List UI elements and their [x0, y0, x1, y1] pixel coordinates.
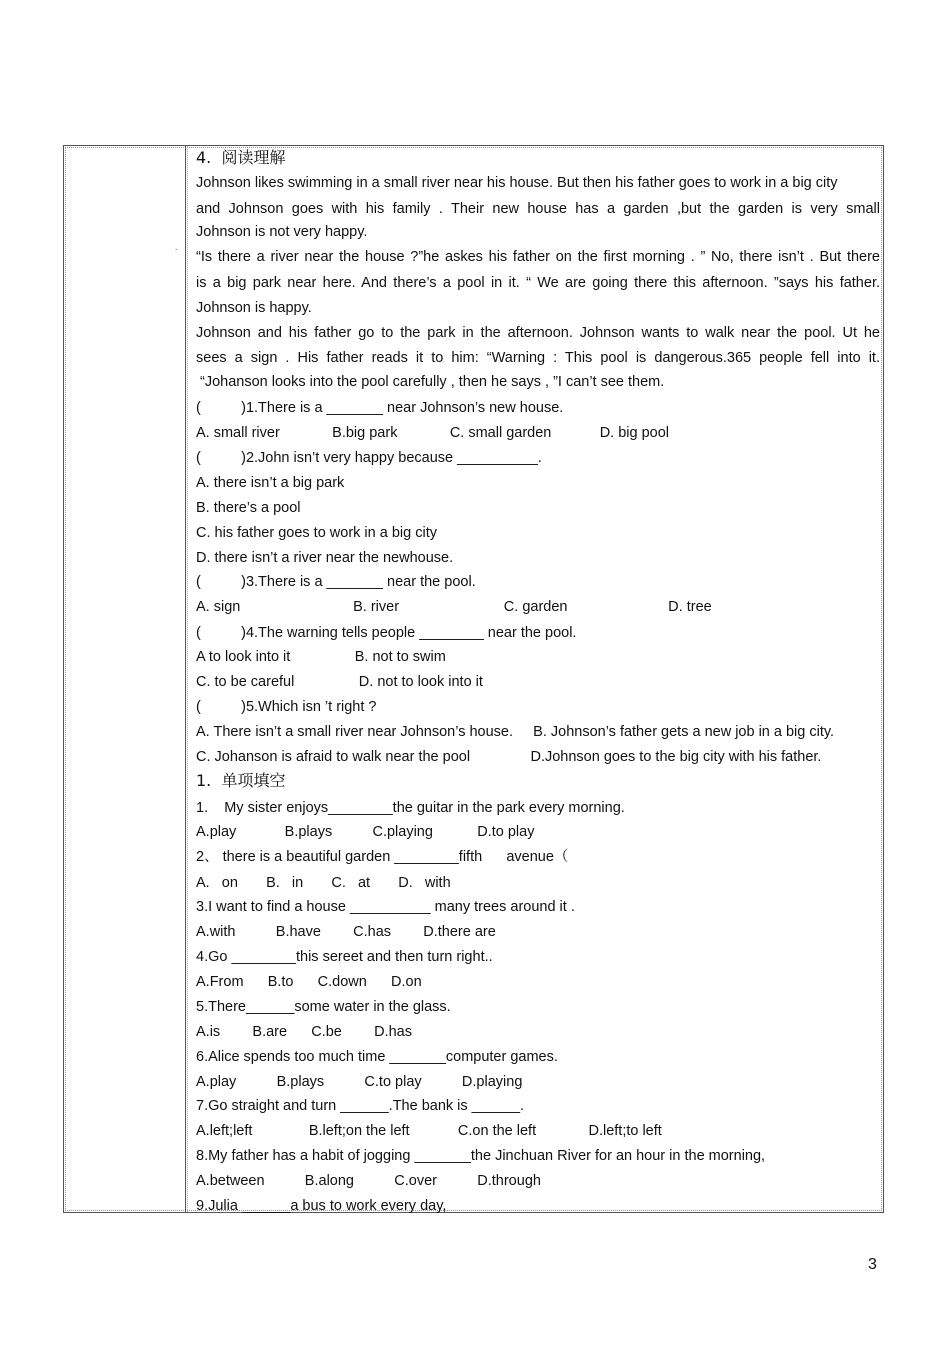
passage-line: sees a sign . His father reads it to him: “Warning : This pool is dangerous.365 people fell into it. — [196, 350, 880, 366]
question-line: D. there isn’t a river near the newhouse. — [196, 550, 454, 566]
passage-line: and Johnson goes with his family . Their new house has a garden ,but the garden is very small — [196, 201, 880, 217]
margin-mark: - — [175, 244, 178, 254]
fill-heading: 1. 单项填空 — [196, 771, 286, 790]
fill-line: 4.Go ________this sereet and then turn right.. — [196, 949, 493, 965]
question-line: C. to be careful D. not to look into it — [196, 674, 483, 690]
fill-line: A.with B.have C.has D.there are — [196, 924, 496, 940]
question-line: A. small river B.big park C. small garden D. big pool — [196, 425, 670, 441]
page-number: 3 — [868, 1256, 877, 1273]
passage-line: is a big park near here. And there’s a pool in it. “ We are going there this afternoon. ”says his father. — [196, 275, 880, 291]
question-line: A. There isn’t a small river near Johnson’s house. B. Johnson’s father gets a new job in a big city. — [196, 724, 835, 740]
passage-line: Johnson and his father go to the park in the afternoon. Johnson wants to walk near the pool. Ut he — [196, 325, 880, 341]
passage-line: Johnson likes swimming in a small river near his house. But then his father goes to work in a big city — [196, 175, 838, 191]
question-line: C. Johanson is afraid to walk near the pool D.Johnson goes to the big city with his father. — [196, 749, 822, 765]
column-divider — [185, 146, 186, 1212]
fill-line: 9.Julia ______a bus to work every day, — [196, 1198, 447, 1214]
question-line: ( )4.The warning tells people ________ near the pool. — [196, 625, 577, 641]
question-line: B. there’s a pool — [196, 500, 301, 516]
question-line: A to look into it B. not to swim — [196, 649, 446, 665]
question-line: ( )3.There is a _______ near the pool. — [196, 574, 476, 590]
reading-heading: 4. 阅读理解 — [196, 148, 286, 167]
worksheet-table — [63, 145, 884, 1213]
fill-line: A.between B.along C.over D.through — [196, 1173, 541, 1189]
fill-line: 1. My sister enjoys________the guitar in the park every morning. — [196, 800, 625, 816]
fill-line: A. on B. in C. at D. with — [196, 875, 451, 891]
fill-line: A.is B.are C.be D.has — [196, 1024, 412, 1040]
fill-line: 7.Go straight and turn ______.The bank is ______. — [196, 1098, 525, 1114]
fill-line: A.play B.plays C.to play D.playing — [196, 1074, 523, 1090]
fill-line: 2、 there is a beautiful garden ________fifth avenue（ — [196, 849, 569, 865]
question-line: A. there isn’t a big park — [196, 475, 345, 491]
question-line: ( )5.Which isn ’t right ? — [196, 699, 377, 715]
question-line: A. sign B. river C. garden D. tree — [196, 599, 712, 615]
question-line: C. his father goes to work in a big city — [196, 525, 437, 541]
passage-line: “Is there a river near the house ?”he askes his father on the first morning . ” No, there isn’t . But there — [196, 249, 880, 265]
fill-line: A.play B.plays C.playing D.to play — [196, 824, 535, 840]
fill-line: A.From B.to C.down D.on — [196, 974, 422, 990]
fill-line: 3.I want to find a house __________ many trees around it . — [196, 899, 575, 915]
passage-line: “Johanson looks into the pool carefully , then he says , ”I can’t see them. — [196, 374, 665, 390]
question-line: ( )1.There is a _______ near Johnson’s new house. — [196, 400, 564, 416]
fill-line: 8.My father has a habit of jogging _______the Jinchuan River for an hour in the morning, — [196, 1148, 766, 1164]
passage-line: Johnson is happy. — [196, 300, 312, 316]
passage-line: Johnson is not very happy. — [196, 224, 368, 240]
question-line: ( )2.John isn’t very happy because __________. — [196, 450, 542, 466]
fill-line: A.left;left B.left;on the left C.on the left D.left;to left — [196, 1123, 662, 1139]
fill-line: 5.There______some water in the glass. — [196, 999, 451, 1015]
fill-line: 6.Alice spends too much time _______computer games. — [196, 1049, 558, 1065]
